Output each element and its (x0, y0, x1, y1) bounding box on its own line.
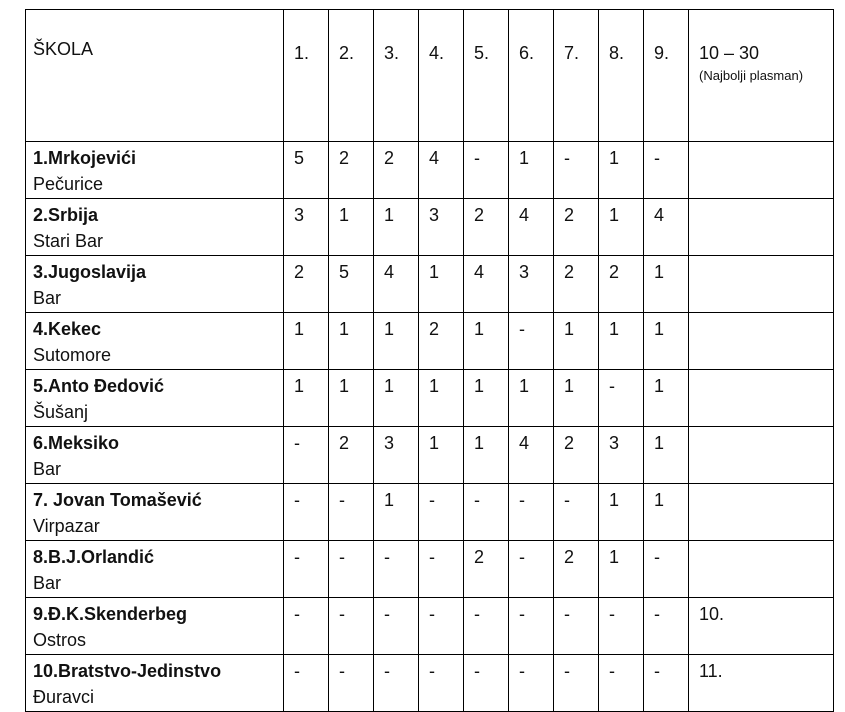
results-table (25, 9, 834, 712)
place-count-4: 1 (419, 427, 464, 484)
place-count-7: 2 (554, 541, 599, 598)
place-count-7: - (554, 655, 599, 712)
school-location: Bar (33, 573, 62, 593)
place-count-9: 1 (644, 484, 689, 541)
place-count-9: - (644, 655, 689, 712)
place-count-8: - (599, 598, 644, 655)
place-count-1: 1 (284, 313, 329, 370)
school-cell (26, 256, 284, 313)
place-count-7: 1 (554, 313, 599, 370)
place-count-1: - (284, 598, 329, 655)
place-count-9: 1 (644, 256, 689, 313)
place-count-6: - (509, 541, 554, 598)
school-name: 5.Anto Đedović (33, 376, 165, 396)
table-row (26, 484, 834, 541)
table-row (26, 142, 834, 199)
place-count-4: - (419, 598, 464, 655)
place-count-4: - (419, 484, 464, 541)
school-cell (26, 142, 284, 199)
school-name: 4.Kekec (33, 319, 102, 339)
place-count-9: - (644, 541, 689, 598)
place-count-6: 1 (509, 370, 554, 427)
school-cell (26, 199, 284, 256)
school-cell (26, 313, 284, 370)
school-cell (26, 541, 284, 598)
school-name: 10.Bratstvo-Jedinstvo (33, 661, 222, 681)
place-count-3: - (374, 655, 419, 712)
place-count-3: 1 (374, 484, 419, 541)
school-location: Bar (33, 459, 62, 479)
place-count-8: 1 (599, 541, 644, 598)
place-count-8: 3 (599, 427, 644, 484)
best-placement (689, 313, 834, 370)
place-count-1: - (284, 484, 329, 541)
best-placement (689, 370, 834, 427)
place-count-5: - (464, 655, 509, 712)
place-count-4: - (419, 541, 464, 598)
school-name: 9.Đ.K.Skenderbeg (33, 604, 188, 624)
school-cell (26, 370, 284, 427)
school-location: Ostros (33, 630, 87, 650)
place-count-6: 4 (509, 199, 554, 256)
place-count-3: - (374, 598, 419, 655)
school-name: 8.B.J.Orlandić (33, 547, 155, 567)
place-count-5: 1 (464, 370, 509, 427)
place-count-7: - (554, 142, 599, 199)
header-place-8: 8. (599, 10, 644, 142)
place-count-9: 4 (644, 199, 689, 256)
table-row (26, 370, 834, 427)
place-count-8: 1 (599, 313, 644, 370)
place-count-1: 2 (284, 256, 329, 313)
place-count-5: 2 (464, 199, 509, 256)
header-best (689, 10, 834, 142)
place-count-4: 2 (419, 313, 464, 370)
place-count-5: - (464, 598, 509, 655)
school-location: Pečurice (33, 174, 104, 194)
school-location: Bar (33, 288, 62, 308)
place-count-3: 3 (374, 427, 419, 484)
place-count-6: - (509, 598, 554, 655)
best-placement (689, 427, 834, 484)
place-count-5: 1 (464, 427, 509, 484)
place-count-1: - (284, 655, 329, 712)
header-place-2: 2. (329, 10, 374, 142)
table-row (26, 598, 834, 655)
place-count-1: - (284, 427, 329, 484)
place-count-7: - (554, 598, 599, 655)
place-count-7: 2 (554, 199, 599, 256)
place-count-9: 1 (644, 313, 689, 370)
school-cell (26, 655, 284, 712)
table-row (26, 256, 834, 313)
place-count-7: 2 (554, 256, 599, 313)
table-row (26, 199, 834, 256)
school-location: Stari Bar (33, 231, 104, 251)
header-best-note: (Najbolji plasman) (699, 68, 804, 83)
place-count-1: 1 (284, 370, 329, 427)
table-row (26, 313, 834, 370)
best-placement (689, 541, 834, 598)
school-location: Šušanj (33, 402, 89, 422)
place-count-6: - (509, 655, 554, 712)
place-count-4: 4 (419, 142, 464, 199)
place-count-7: - (554, 484, 599, 541)
place-count-2: 2 (329, 142, 374, 199)
place-count-2: - (329, 655, 374, 712)
table-row (26, 427, 834, 484)
best-placement (689, 199, 834, 256)
header-place-3: 3. (374, 10, 419, 142)
header-place-9: 9. (644, 10, 689, 142)
place-count-8: 1 (599, 142, 644, 199)
place-count-3: - (374, 541, 419, 598)
place-count-6: - (509, 313, 554, 370)
place-count-8: 1 (599, 199, 644, 256)
best-placement (689, 256, 834, 313)
school-cell (26, 484, 284, 541)
best-placement (689, 484, 834, 541)
place-count-7: 2 (554, 427, 599, 484)
place-count-4: 1 (419, 370, 464, 427)
header-place-6: 6. (509, 10, 554, 142)
school-name: 3.Jugoslavija (33, 262, 147, 282)
place-count-5: 4 (464, 256, 509, 313)
place-count-2: 5 (329, 256, 374, 313)
header-place-7: 7. (554, 10, 599, 142)
table-row (26, 541, 834, 598)
school-name: 1.Mrkojevići (33, 148, 137, 168)
place-count-4: 3 (419, 199, 464, 256)
place-count-2: - (329, 484, 374, 541)
place-count-5: 2 (464, 541, 509, 598)
place-count-2: 2 (329, 427, 374, 484)
place-count-2: - (329, 541, 374, 598)
place-count-7: 1 (554, 370, 599, 427)
header-place-1: 1. (284, 10, 329, 142)
header-place-5: 5. (464, 10, 509, 142)
school-name: 6.Meksiko (33, 433, 120, 453)
place-count-2: 1 (329, 313, 374, 370)
school-location: Đuravci (33, 687, 95, 707)
place-count-2: 1 (329, 370, 374, 427)
place-count-3: 1 (374, 199, 419, 256)
place-count-6: 3 (509, 256, 554, 313)
place-count-5: - (464, 142, 509, 199)
best-placement (689, 142, 834, 199)
place-count-1: 3 (284, 199, 329, 256)
place-count-8: 1 (599, 484, 644, 541)
header-school: ŠKOLA (26, 10, 284, 142)
place-count-9: 1 (644, 370, 689, 427)
place-count-9: 1 (644, 427, 689, 484)
place-count-8: - (599, 370, 644, 427)
school-cell (26, 427, 284, 484)
header-place-4: 4. (419, 10, 464, 142)
place-count-9: - (644, 598, 689, 655)
school-location: Sutomore (33, 345, 112, 365)
header-best-label: 10 – 30 (699, 43, 760, 63)
school-name: 2.Srbija (33, 205, 99, 225)
place-count-4: - (419, 655, 464, 712)
place-count-4: 1 (419, 256, 464, 313)
place-count-2: 1 (329, 199, 374, 256)
best-placement: 10. (689, 598, 834, 655)
place-count-6: 4 (509, 427, 554, 484)
school-location: Virpazar (33, 516, 100, 536)
place-count-3: 4 (374, 256, 419, 313)
place-count-3: 2 (374, 142, 419, 199)
place-count-5: 1 (464, 313, 509, 370)
place-count-1: 5 (284, 142, 329, 199)
place-count-8: 2 (599, 256, 644, 313)
header-row (26, 10, 834, 142)
best-placement: 11. (689, 655, 834, 712)
place-count-6: - (509, 484, 554, 541)
place-count-1: - (284, 541, 329, 598)
place-count-8: - (599, 655, 644, 712)
table-row (26, 655, 834, 712)
place-count-6: 1 (509, 142, 554, 199)
place-count-9: - (644, 142, 689, 199)
place-count-2: - (329, 598, 374, 655)
school-cell (26, 598, 284, 655)
place-count-3: 1 (374, 370, 419, 427)
place-count-3: 1 (374, 313, 419, 370)
place-count-5: - (464, 484, 509, 541)
school-name: 7. Jovan Tomašević (33, 490, 202, 510)
